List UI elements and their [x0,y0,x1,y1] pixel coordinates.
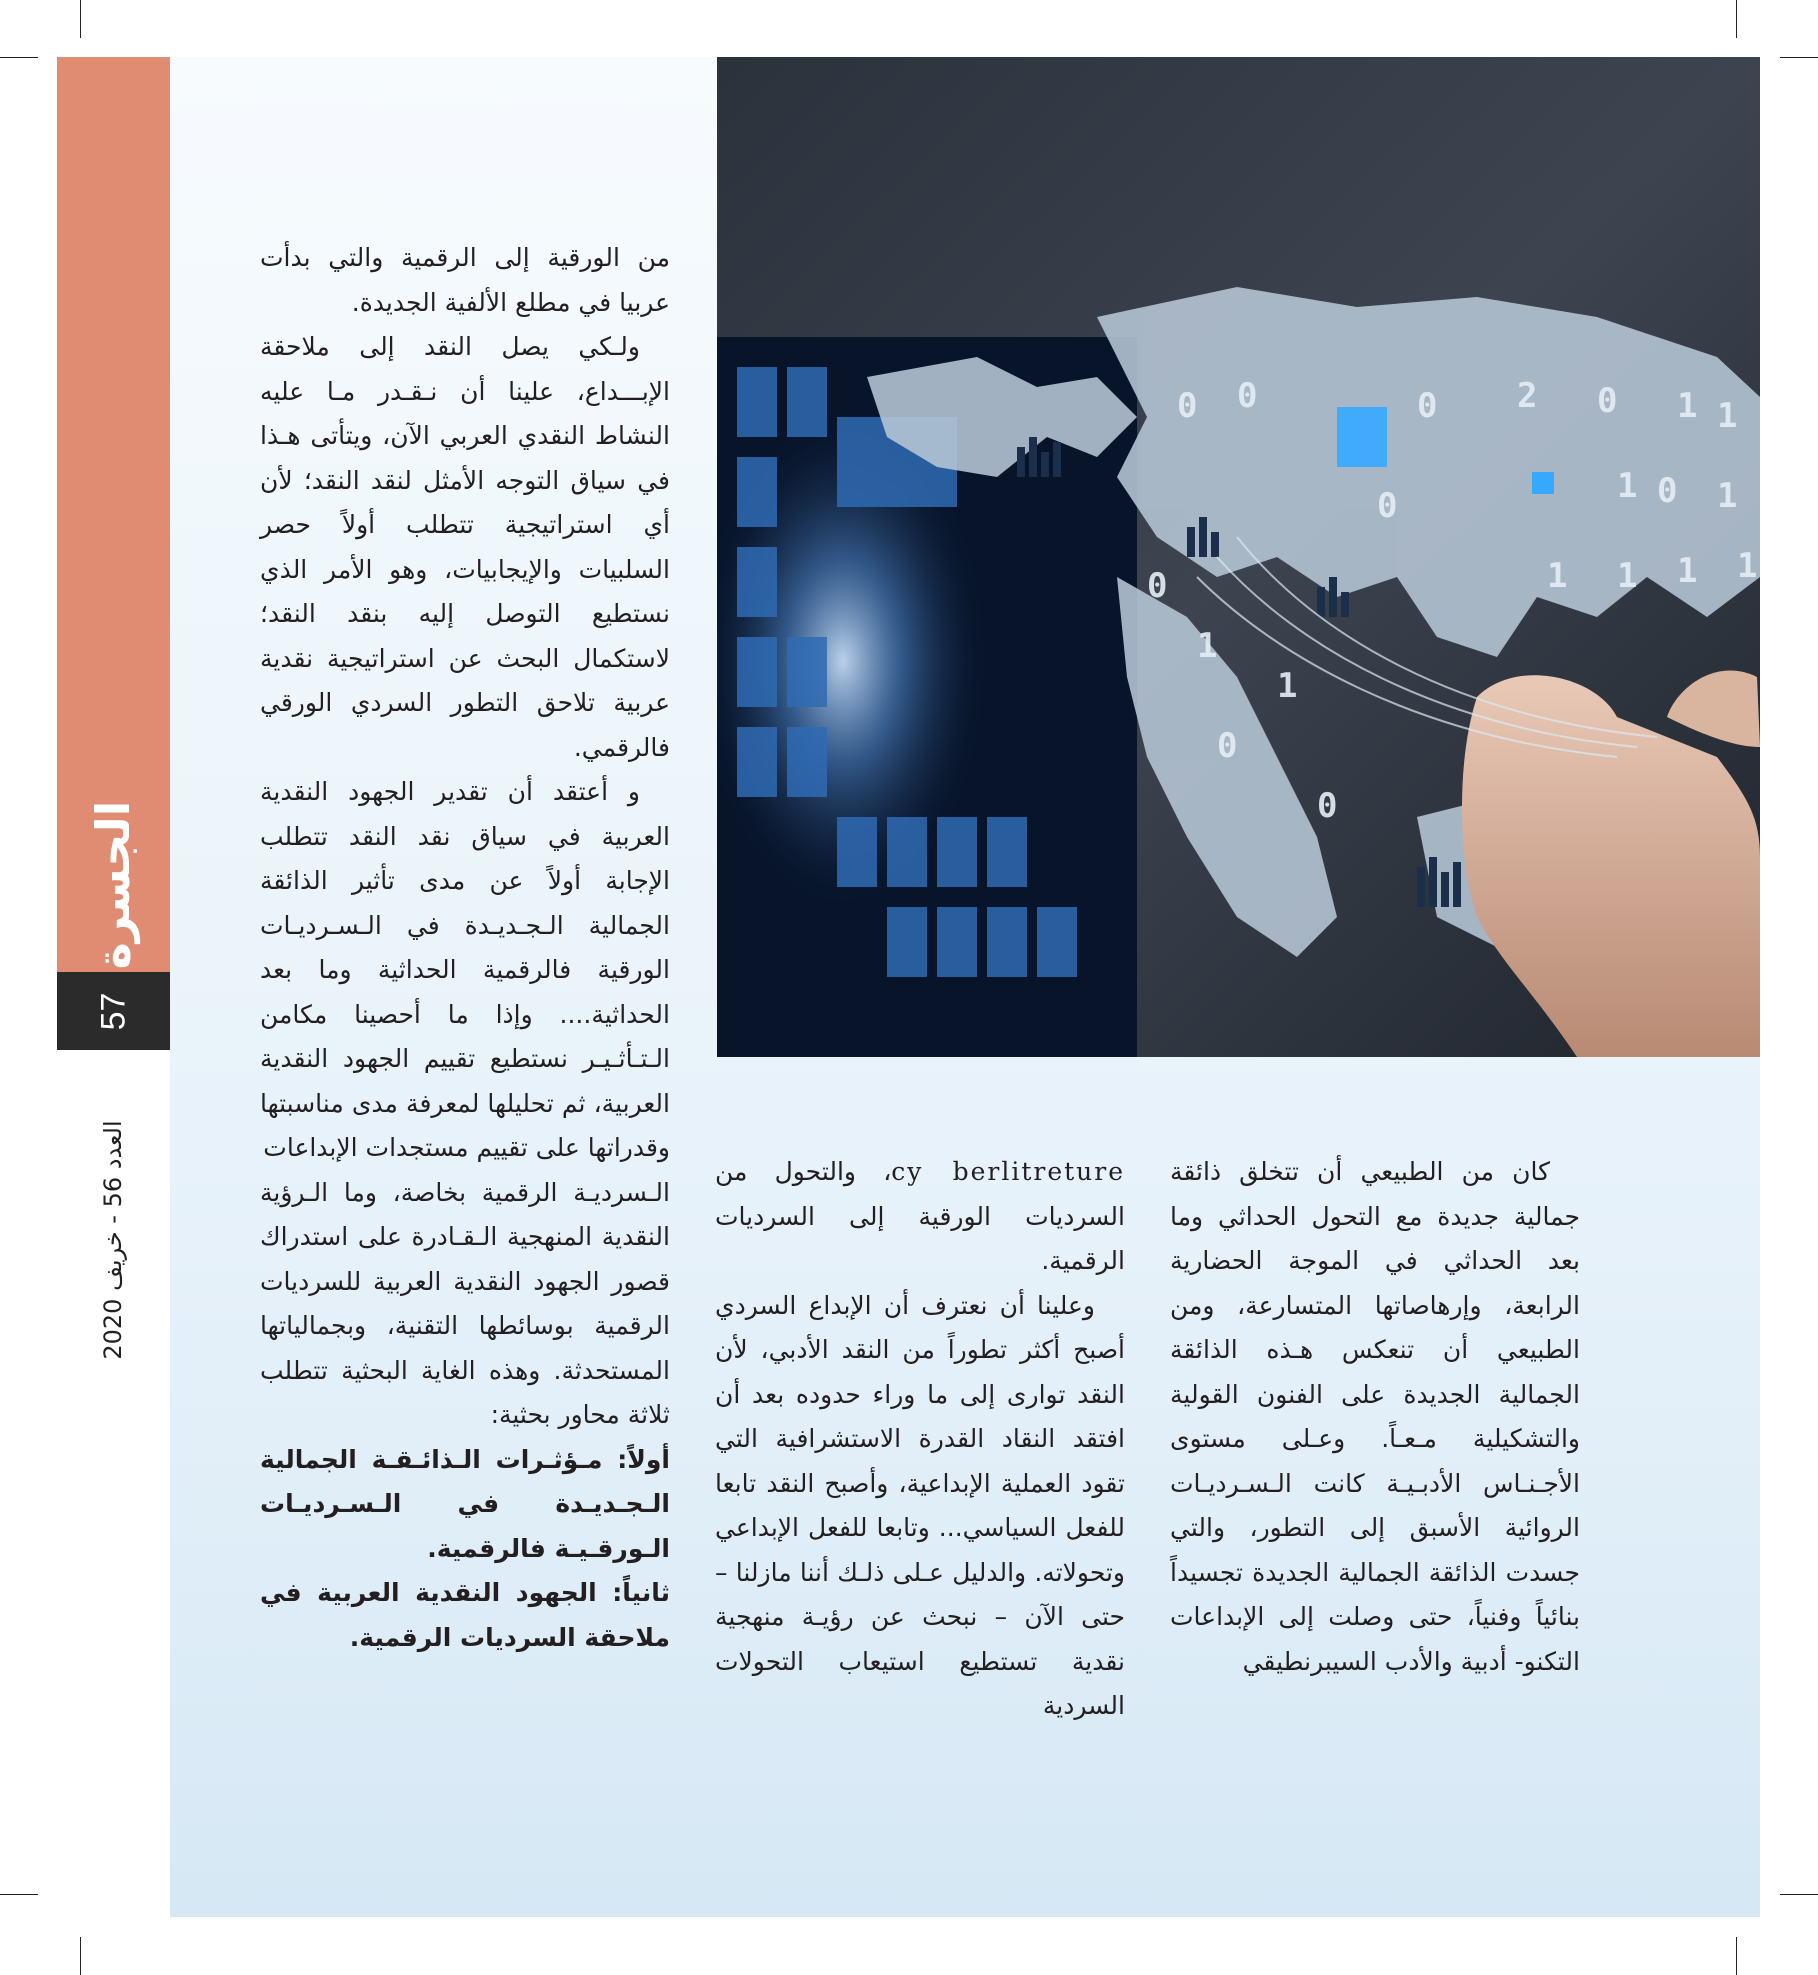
paragraph [715,1150,1125,1284]
paragraph: الـسرديـة الرقمية بخاصة، وما الـرؤية النقدية المنهجية الـقـادرة على استدراك قصور الجهود النقدية العربية للسرديات الرقمية بوسائطها التقنية، وبجمالياتها المستحدثة. وهذه الغاية البحثية تتطلب ثلاثة محاور بحثية: [260,1177,670,1429]
svg-text:0: 0 [1417,386,1438,426]
svg-text:2: 2 [1517,376,1538,416]
paragraph: وعلينا أن نعترف أن الإبداع السردي أصبح أكثر تطوراً من النقد الأدبي، لأن النقد توارى إلى ما وراء حدوده بعد أن افتقد النقاد القدرة الاستشرافية التي تقود العملية الإبداعية، وأصبح النقد تابعا للفعل السياسي... وتابعا للفعل الإبداعي وتحولاته. والدليل عـلى ذلـك أننا مازلنا – حتى الآن – نبحث عن رؤيـة منهجية نقدية تستطيع استيعاب التحولات السردية [715,1290,1125,1720]
section-heading: أولاً: مـؤثـرات الـذائـقـة الجمالية الـجـديـدة في الـسـرديـات الـورقـيـة فالرقمية. [260,1444,670,1563]
svg-text:1: 1 [1677,551,1698,591]
svg-text:0: 0 [1657,471,1678,511]
svg-text:1: 1 [1677,386,1698,426]
issue-line: العدد 56 - خريف 2020 [99,1120,127,1360]
paragraph: ولـكي يصل النقد إلى ملاحقة الإبـــداع، علينا أن نـقـدر مـا عليه النشاط النقدي العربي الآن، ويتأتى هـذا في سياق التوجه الأمثل لنقد النقد؛ لأن أي استراتيجية تتطلب أولاً حصر السلبيات والإيجابيات، وهو الأمر الذي نستطيع التوصل إليه بنقد النقد؛ لاستكمال البحث عن استراتيجية نقدية عربية تلاحق التطور السردي الورقي فالرقمي. [260,332,670,762]
svg-text:1: 1 [1547,556,1568,596]
paragraph: و أعتقد أن تقدير الجهود النقدية العربية في سياق نقد النقد تتطلب الإجابة أولاً عن مدى تأثير الذائقة الجمالية الـجـديـدة في الـسـرديـات الورقية فالرقمية الحداثية وما بعد الحداثية.... وإذا ما أحصينا مكامن الـتـأثـيـر نستطيع تقييم الجهود النقدية العربية، ثم تحليلها لمعرفة مدى مناسبتها وقدراتها على تقييم مستجدات الإبداعات [260,777,670,1162]
logo-text: الجسرة [86,800,140,970]
crop-mark [1736,1937,1737,1975]
svg-text:0: 0 [1147,566,1168,606]
page-number: 57 [93,992,132,1030]
svg-text:0: 0 [1237,376,1258,416]
article-column-middle [715,1150,1125,1729]
svg-text:1: 1 [1197,626,1218,666]
svg-text:0: 0 [1597,381,1618,421]
svg-text:1: 1 [1717,396,1738,436]
crop-mark [80,0,81,38]
crop-mark [80,1937,81,1975]
section-heading: ثانياً: الجهود النقدية العربية في ملاحقة السرديات الرقمية. [260,1578,670,1652]
page-number-box [57,972,170,1050]
crop-mark [1780,1894,1818,1895]
svg-text:0: 0 [1217,726,1238,766]
svg-text:0: 0 [1177,386,1198,426]
crop-mark [1780,57,1818,58]
article-photo [717,57,1760,1057]
latin-term: cy berlitreture [891,1157,1126,1186]
crop-mark [0,1894,38,1895]
svg-text:1: 1 [1617,556,1638,596]
paragraph: من الورقية إلى الرقمية والتي بدأت عربيا في مطلع الألفية الجديدة. [260,243,670,317]
svg-text:0: 0 [1377,486,1398,526]
paragraph-text: ، والتحول من السرديات الورقية إلى السرديات الرقمية. [715,1157,1125,1275]
svg-text:1: 1 [1737,546,1758,586]
svg-text:1: 1 [1617,466,1638,506]
digital-world-map-photo [717,57,1760,1057]
crop-mark [1736,0,1737,38]
svg-text:1: 1 [1277,666,1298,706]
crop-mark [0,57,38,58]
svg-text:1: 1 [1717,476,1738,516]
article-column-left [260,236,670,1660]
article-column-right [1170,1150,1580,1684]
svg-text:0: 0 [1317,786,1338,826]
paragraph: كان من الطبيعي أن تتخلق ذائقة جمالية جديدة مع التحول الحداثي وما بعد الحداثي في الموجة الحضارية الرابعة، وإرهاصاتها المتسارعة، ومن الطبيعي أن تنعكس هـذه الذائقة الجمالية الجديدة على الفنون القولية والتشكيلية مـعـاً. وعـلى مستوى الأجـنـاس الأدبـيـة كانت الـسـرديـات الروائية الأسبق إلى التطور، والتي جسدت الذائقة الجمالية الجديدة تجسيداً بنائياً وفنياً، حتى وصلت إلى الإبداعات التكنو- أدبية والأدب السيبرنطيقي [1170,1157,1580,1676]
